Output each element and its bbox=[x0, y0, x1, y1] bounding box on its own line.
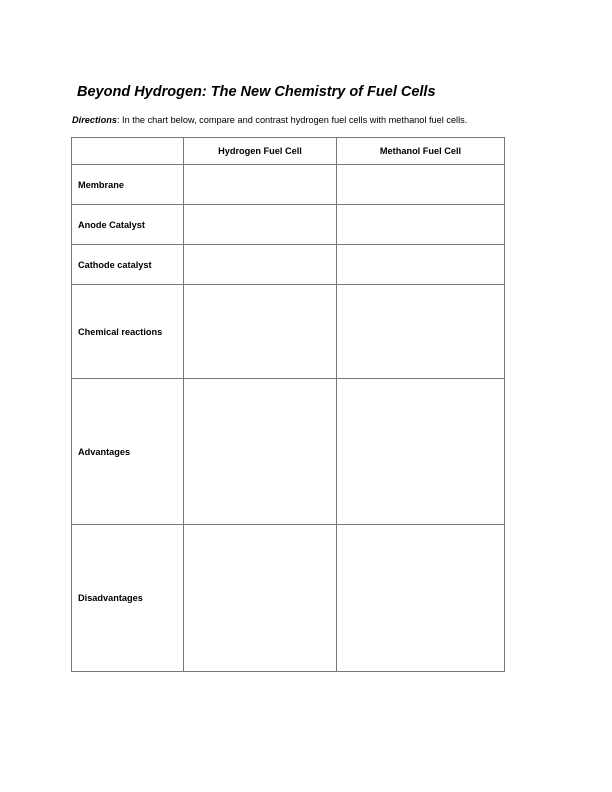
row-label-disadvantages: Disadvantages bbox=[72, 525, 184, 672]
table-row bbox=[72, 525, 505, 672]
table-row bbox=[72, 205, 505, 245]
row-label-membrane: Membrane bbox=[72, 165, 184, 205]
worksheet-title: Beyond Hydrogen: The New Chemistry of Fuel Cells bbox=[77, 84, 436, 100]
directions-separator: : bbox=[116, 115, 120, 125]
row-label-chemical-reactions: Chemical reactions bbox=[72, 285, 184, 379]
answer-cell-hydrogen-disadvantages[interactable] bbox=[184, 525, 337, 672]
answer-cell-methanol-membrane[interactable] bbox=[337, 165, 505, 205]
table-row bbox=[72, 285, 505, 379]
table-header-row bbox=[72, 138, 505, 165]
table-row bbox=[72, 245, 505, 285]
answer-cell-hydrogen-anode-catalyst[interactable] bbox=[184, 205, 337, 245]
answer-cell-methanol-disadvantages[interactable] bbox=[337, 525, 505, 672]
row-label-cathode-catalyst: Cathode catalyst bbox=[72, 245, 184, 285]
row-label-anode-catalyst: Anode Catalyst bbox=[72, 205, 184, 245]
header-hydrogen-fuel-cell: Hydrogen Fuel Cell bbox=[184, 138, 337, 165]
header-corner-cell bbox=[72, 138, 184, 165]
directions-lead: Directions bbox=[72, 115, 117, 125]
answer-cell-hydrogen-cathode-catalyst[interactable] bbox=[184, 245, 337, 285]
answer-cell-methanol-anode-catalyst[interactable] bbox=[337, 205, 505, 245]
answer-cell-methanol-advantages[interactable] bbox=[337, 379, 505, 525]
answer-cell-hydrogen-chemical-reactions[interactable] bbox=[184, 285, 337, 379]
table-row bbox=[72, 379, 505, 525]
answer-cell-hydrogen-advantages[interactable] bbox=[184, 379, 337, 525]
directions-body: In the chart below, compare and contrast hydrogen fuel cells with methanol fuel cells. bbox=[119, 115, 468, 125]
header-methanol-fuel-cell: Methanol Fuel Cell bbox=[337, 138, 505, 165]
comparison-table bbox=[71, 137, 505, 672]
table-row bbox=[72, 165, 505, 205]
answer-cell-methanol-chemical-reactions[interactable] bbox=[337, 285, 505, 379]
directions-text bbox=[72, 115, 467, 125]
answer-cell-hydrogen-membrane[interactable] bbox=[184, 165, 337, 205]
row-label-advantages: Advantages bbox=[72, 379, 184, 525]
answer-cell-methanol-cathode-catalyst[interactable] bbox=[337, 245, 505, 285]
